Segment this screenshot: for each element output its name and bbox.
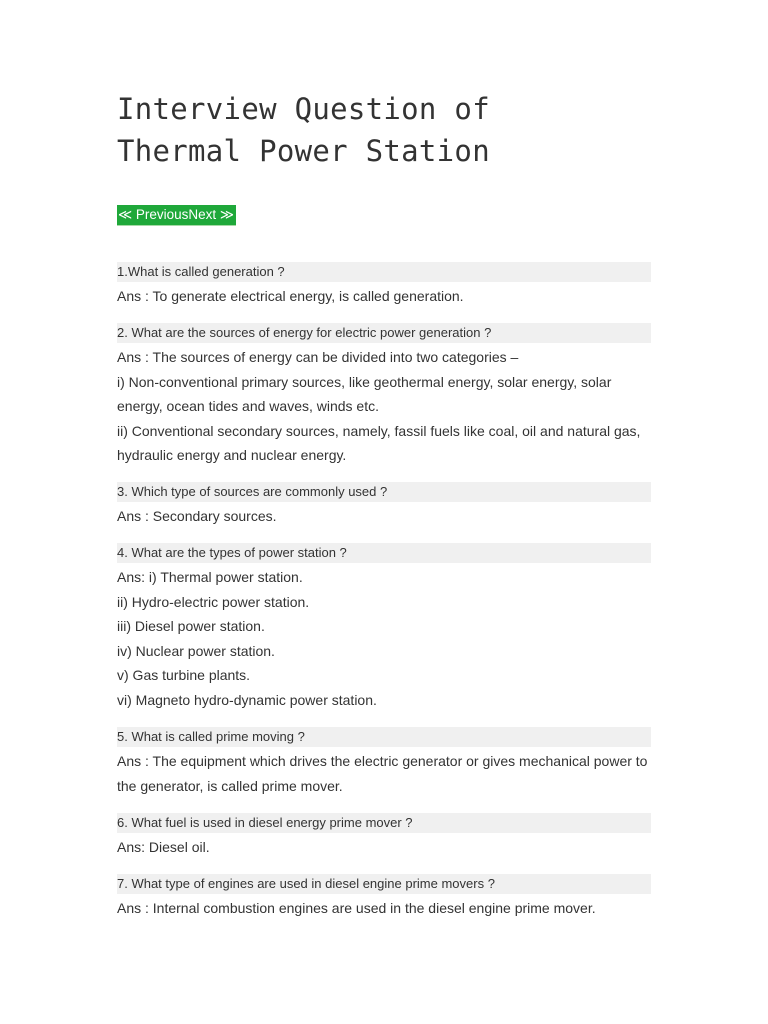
question-7: 7. What type of engines are used in diesel engine prime movers ? <box>117 874 651 894</box>
pagination-bar <box>117 205 236 226</box>
answer-2-line-2: i) Non-conventional primary sources, like geothermal energy, solar energy, solar energy, ocean tides and waves, winds etc. <box>117 373 612 415</box>
title-line-1: Interview Question of <box>117 92 490 126</box>
qa-block-7 <box>117 874 651 921</box>
answer-4-line-6: vi) Magneto hydro-dynamic power station. <box>117 691 377 708</box>
page-title <box>117 88 651 172</box>
answer-2-line-1: Ans : The sources of energy can be divided into two categories – <box>117 349 519 365</box>
qa-block-6 <box>117 813 651 860</box>
question-5: 5. What is called prime moving ? <box>117 727 651 747</box>
answer-7-line-1: Ans : Internal combustion engines are used in the diesel engine prime mover. <box>117 900 596 916</box>
qa-block-4 <box>117 543 651 713</box>
question-6: 6. What fuel is used in diesel energy prime mover ? <box>117 813 651 833</box>
question-4: 4. What are the types of power station ? <box>117 543 651 563</box>
answer-5-line-1: Ans : The equipment which drives the electric generator or gives mechanical power to the generator, is called prime mover. <box>117 753 648 794</box>
question-3: 3. Which type of sources are commonly used ? <box>117 482 651 502</box>
answer-2-line-3: ii) Conventional secondary sources, namely, fassil fuels like coal, oil and natural gas, hydraulic energy and nuclear energy. <box>117 422 641 464</box>
qa-block-2 <box>117 323 651 468</box>
answer-4-line-2: ii) Hydro-electric power station. <box>117 593 310 610</box>
answer-1-line-1: Ans : To generate electrical energy, is called generation. <box>117 288 464 304</box>
question-1: 1.What is called generation ? <box>117 262 651 282</box>
answer-6-line-1: Ans: Diesel oil. <box>117 839 210 855</box>
qa-block-3 <box>117 482 651 529</box>
question-2: 2. What are the sources of energy for electric power generation ? <box>117 323 651 343</box>
answer-4-line-5: v) Gas turbine plants. <box>117 667 251 684</box>
answer-4-line-1: Ans: i) Thermal power station. <box>117 569 303 585</box>
title-line-2: Thermal Power Station <box>117 134 490 168</box>
previous-link[interactable]: ≪ Previous <box>118 207 189 222</box>
answer-4-line-3: iii) Diesel power station. <box>117 618 265 635</box>
next-link[interactable]: Next ≫ <box>188 207 235 222</box>
qa-block-1 <box>117 262 651 309</box>
qa-block-5 <box>117 727 651 798</box>
answer-3-line-1: Ans : Secondary sources. <box>117 508 277 524</box>
answer-4-line-4: iv) Nuclear power station. <box>117 642 275 659</box>
